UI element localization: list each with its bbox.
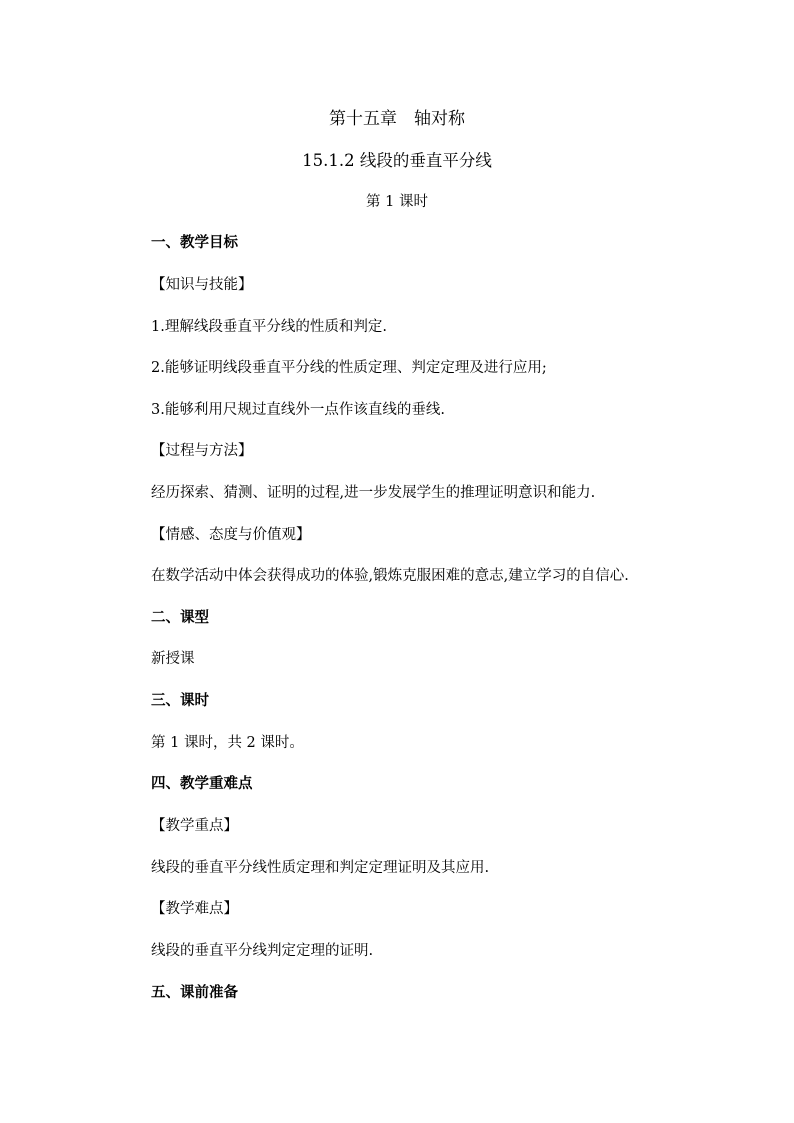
heading-lesson-type: 二、课型 <box>151 610 209 626</box>
heading-objectives: 一、教学目标 <box>151 235 238 251</box>
difficulty-text: 线段的垂直平分线判定定理的证明. <box>151 943 374 959</box>
emotion-label: 【情感、态度与价值观】 <box>151 527 311 543</box>
knowledge-item-2: 2.能够证明线段垂直平分线的性质定理、判定定理及进行应用; <box>151 360 547 376</box>
heading-class-hours: 三、课时 <box>151 693 209 709</box>
chapter-title: 第十五章 轴对称 <box>329 109 465 129</box>
focus-text: 线段的垂直平分线性质定理和判定定理证明及其应用. <box>151 860 490 876</box>
heading-key-points: 四、教学重难点 <box>151 776 253 792</box>
knowledge-label: 【知识与技能】 <box>151 277 253 293</box>
lesson-type-text: 新授课 <box>151 651 195 667</box>
process-label: 【过程与方法】 <box>151 443 253 459</box>
class-hours-text: 第 1 课时，共 2 课时。 <box>151 735 304 751</box>
process-text: 经历探索、猜测、证明的过程,进一步发展学生的推理证明意识和能力. <box>151 485 596 501</box>
section-title: 15.1.2 线段的垂直平分线 <box>302 151 492 170</box>
focus-label: 【教学重点】 <box>151 818 238 834</box>
knowledge-item-3: 3.能够利用尺规过直线外一点作该直线的垂线. <box>151 402 445 418</box>
heading-preparation: 五、课前准备 <box>151 985 238 1001</box>
lesson-label: 第 1 课时 <box>366 194 428 210</box>
emotion-text: 在数学活动中体会获得成功的体验,锻炼克服困难的意志,建立学习的自信心. <box>151 568 629 584</box>
knowledge-item-1: 1.理解线段垂直平分线的性质和判定. <box>151 319 387 335</box>
difficulty-label: 【教学难点】 <box>151 901 238 917</box>
